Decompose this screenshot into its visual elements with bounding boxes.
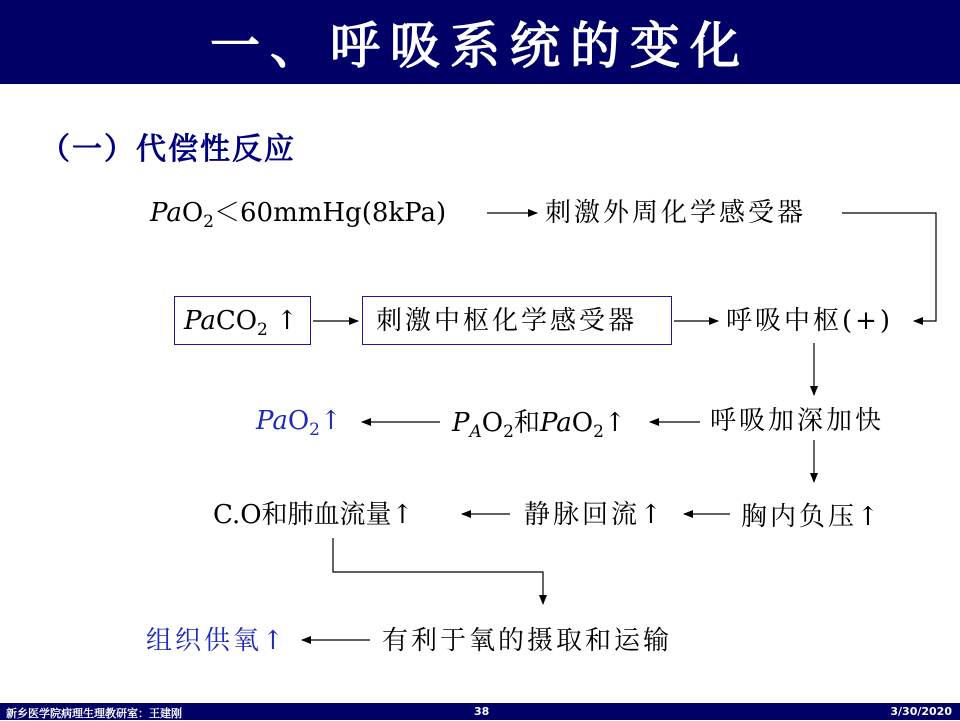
- pao2-up-o: O: [287, 406, 310, 436]
- pao2-up-sub: 2: [309, 420, 320, 440]
- pa-o2-o: O: [481, 408, 504, 438]
- paco2-sub: 2: [257, 320, 268, 340]
- pa-o2-o2: O: [571, 408, 594, 438]
- tissue-oxygen-node: 组织供氧↑: [146, 626, 287, 656]
- pao2-low-suffix: ＜60mmHg(8kPa): [213, 198, 447, 228]
- peripheral-receptor-node: 刺激外周化学感受器: [545, 198, 807, 228]
- slide-title: 一、呼吸系统的变化: [210, 17, 750, 75]
- pao2-up-arrow: ↑: [319, 406, 342, 436]
- pa-o2-sub: 2: [503, 422, 514, 442]
- pa-o2-arrow: ↑: [603, 408, 626, 438]
- pa-o2-p: P: [452, 408, 470, 438]
- footer-page-number: 38: [474, 705, 490, 718]
- pao2-low-prefix: Pa: [150, 198, 182, 228]
- deeper-faster-node: 呼吸加深加快: [710, 406, 885, 436]
- paco2-co: CO: [215, 306, 258, 336]
- arrow-peripheral-to-center: [842, 213, 936, 321]
- pao2-low-o: O: [181, 198, 204, 228]
- pa-o2-a: A: [469, 422, 482, 442]
- footer-department: 新乡医学院病理生理教研室：王建刚: [6, 707, 182, 720]
- arrow-co-to-uptake: [333, 538, 543, 604]
- section-heading: （一）代偿性反应: [40, 132, 296, 167]
- pa-o2-and: 和: [513, 408, 540, 438]
- pao2-up-prefix: Pa: [256, 406, 288, 436]
- paco2-arrow: ↑: [267, 306, 298, 336]
- paco2-prefix: Pa: [184, 306, 216, 336]
- footer-date: 3/30/2020: [890, 705, 952, 718]
- co-bloodflow-node: C.O和肺血流量↑: [213, 500, 414, 530]
- pa-o2-pa: Pa: [539, 408, 572, 438]
- resp-center-node: 呼吸中枢(+): [726, 306, 894, 336]
- pao2-low-sub: 2: [203, 212, 214, 232]
- footer-bar: [0, 703, 960, 720]
- central-receptor-node: 刺激中枢化学感受器: [376, 306, 638, 336]
- chest-pressure-node: 胸内负压↑: [741, 502, 882, 532]
- uptake-transport-node: 有利于氧的摄取和运输: [382, 626, 673, 656]
- venous-return-node: 静脉回流↑: [524, 500, 665, 530]
- pa-o2-sub2: 2: [593, 422, 604, 442]
